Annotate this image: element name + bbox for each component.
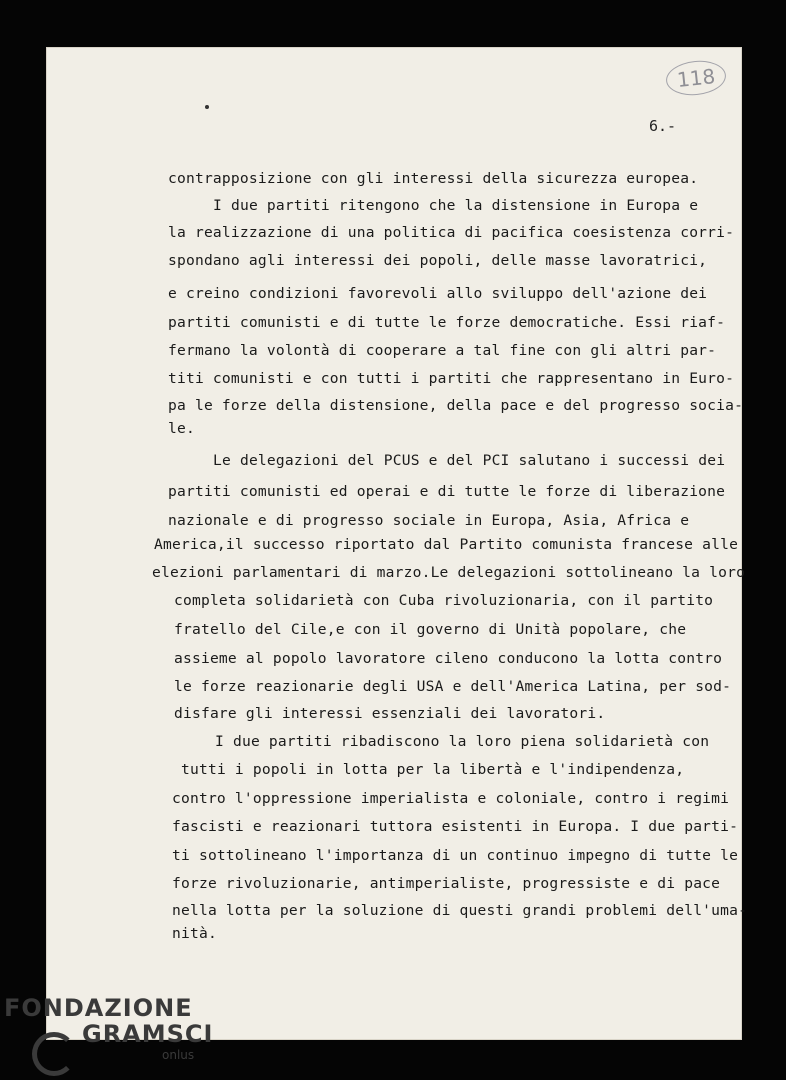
text-line: nità. [172,925,217,942]
text-line: nazionale e di progresso sociale in Europa, Asia, Africa e [168,512,690,529]
text-line: contro l'oppressione imperialista e coloniale, contro i regimi [172,790,730,807]
text-line: titi comunisti e con tutti i partiti che rappresentano in Euro- [168,370,735,387]
document-page [46,47,748,1040]
text-line: I due partiti ribadiscono la loro piena solidarietà con [215,733,710,750]
text-line: fermano la volontà di cooperare a tal fine con gli altri par- [168,342,717,359]
text-line: tutti i popoli in lotta per la libertà e l'indipendenza, [181,761,685,778]
foundation-logo-icon [32,1032,76,1076]
text-line: ti sottolineano l'importanza di un continuo impegno di tutte le [172,847,739,864]
text-line: le. [168,420,195,437]
text-line: spondano agli interessi dei popoli, delle masse lavoratrici, [168,252,708,269]
text-line: nella lotta per la soluzione di questi grandi problemi dell'uma- [172,902,748,919]
text-line: I due partiti ritengono che la distensione in Europa e [213,197,699,214]
text-line: elezioni parlamentari di marzo.Le delegazioni sottolineano la loro [152,564,746,581]
text-line: contrapposizione con gli interessi della sicurezza europea. [168,170,699,187]
watermark-line-1: FONDAZIONE [4,994,193,1022]
text-line: partiti comunisti e di tutte le forze democratiche. Essi riaf- [168,314,726,331]
text-line: assieme al popolo lavoratore cileno conducono la lotta contro [174,650,723,667]
page-number: 6.- [649,117,677,135]
text-line: le forze reazionarie degli USA e dell'America Latina, per sod- [174,678,732,695]
text-line: fratello del Cile,e con il governo di Unità popolare, che [174,621,687,638]
ink-dot [205,105,209,109]
text-line: disfare gli interessi essenziali dei lavoratori. [174,705,606,722]
watermark-line-3: onlus [162,1048,195,1062]
archive-number: 118 [664,58,727,98]
text-line: la realizzazione di una politica di pacifica coesistenza corri- [168,224,735,241]
text-line: e creino condizioni favorevoli allo sviluppo dell'azione dei [168,285,708,302]
text-line: pa le forze della distensione, della pace e del progresso socia- [168,397,744,414]
text-line: Le delegazioni del PCUS e del PCI salutano i successi dei [213,452,726,469]
text-line: America,il successo riportato dal Partito comunista francese alle [154,536,739,553]
text-line: partiti comunisti ed operai e di tutte le forze di liberazione [168,483,726,500]
text-line: fascisti e reazionari tuttora esistenti in Europa. I due parti- [172,818,739,835]
text-line: forze rivoluzionarie, antimperialiste, progressiste e di pace [172,875,721,892]
text-line: completa solidarietà con Cuba rivoluzionaria, con il partito [174,592,714,609]
watermark-line-2: GRAMSCI [82,1020,214,1048]
